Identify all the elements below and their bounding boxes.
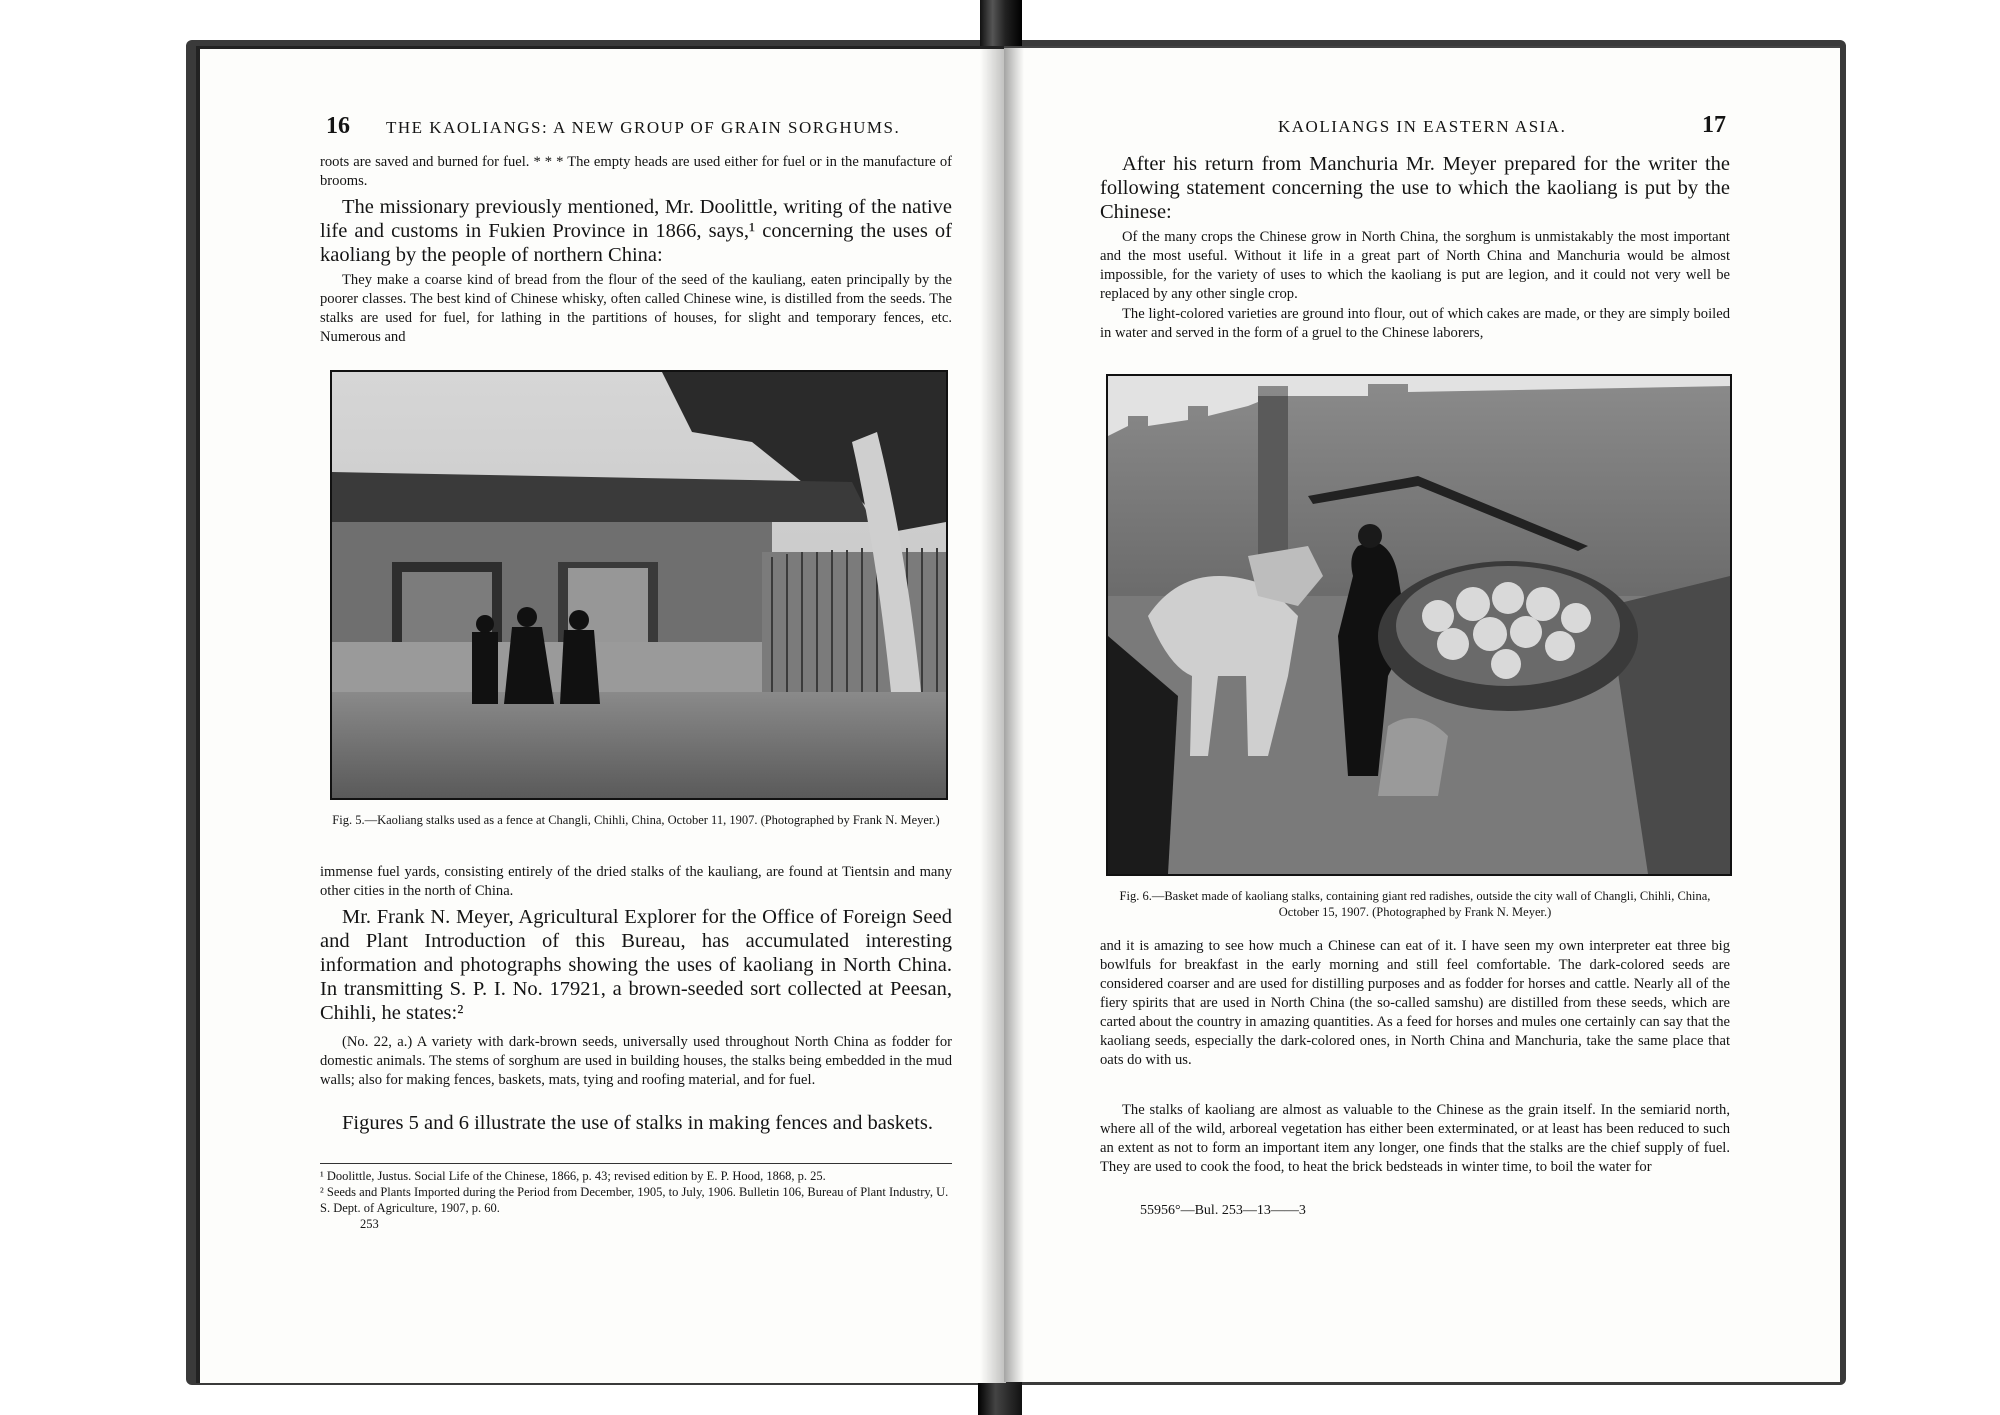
- gutter-shadow: [1004, 48, 1024, 1382]
- paragraph-figures: Figures 5 and 6 illustrate the use of stalks in making fences and baskets.: [342, 1112, 933, 1134]
- paragraph-stalks: The stalks of kaoliang are almost as valuable to the Chinese as the grain itself. In the semiarid north, where all of the wild, arboreal vegetation has either been exterminated, or at least has been reduced to such an extent as not to form an important item any longer, one finds that the stalks are the chief supply of fuel. They are used to cook the food, to heat the brick bedsteads in winter time, to boil the water for: [1100, 1102, 1730, 1175]
- figure-5-photo: [330, 370, 948, 800]
- paragraph-meyer: Mr. Frank N. Meyer, Agricultural Explorer for the Office of Foreign Seed and Plant Introduction of this Bureau, has accumulated interesting information and photographs showing the uses of kaoliang in North China. In transmitting S. P. I. No. 17921, a brown-seeded sort collected at Peesan, Chihli, he states:²: [320, 906, 952, 1024]
- right-page: [1004, 46, 1840, 1382]
- block-quote-light-colored: The light-colored varieties are ground into flour, out of which cakes are made, or they are simply boiled in water and served in the form of a gruel to the Chinese laborers,: [1100, 306, 1730, 341]
- footnote-rule: [320, 1163, 952, 1164]
- gutter-shadow: [980, 49, 1006, 1383]
- signature-mark: 253: [360, 1217, 379, 1231]
- paragraph-quote-continued: roots are saved and burned for fuel. * * * The empty heads are used either for fuel or in the manufacture of brooms.: [320, 154, 952, 189]
- block-quote-crops: Of the many crops the Chinese grow in North China, the sorghum is unmistakably the most important and the most useful. Without it life in a great part of North China and Manchuria would be almost impossible, for the variety of uses to which the kaoliang is put are legion, and it could not very well be replaced by any other single crop.: [1100, 229, 1730, 302]
- figure-5-caption: Fig. 5.—Kaoliang stalks used as a fence at Changli, Chihli, China, October 11, 1907. (Photographed by Frank N. Meyer.): [332, 813, 940, 827]
- page-number: 16: [326, 113, 350, 139]
- running-head: THE KAOLIANGS: A NEW GROUP OF GRAIN SORGHUMS.: [386, 118, 901, 137]
- block-quote-doolittle: They make a coarse kind of bread from the flour of the seed of the kauliang, eaten principally by the poorer classes. The best kind of Chinese whisky, often called Chinese wine, is distilled from the seeds. The stalks are used for fuel, for lathing in the partitions of houses, for slight and temporary fences, etc. Numerous and: [320, 272, 952, 345]
- paragraph-fuel-yards: immense fuel yards, consisting entirely of the dried stalks of the kauliang, are found at Tientsin and many other cities in the north of China.: [320, 864, 952, 899]
- signature-mark: 55956°—Bul. 253—13——3: [1140, 1203, 1306, 1218]
- paragraph-amazing: and it is amazing to see how much a Chinese can eat of it. I have seen my own interpreter eat three big bowlfuls for breakfast in the early morning and still feel comfortable. The dark-colored seeds are considered coarser and are used for distilling purposes and as fodder for horses and cattle. Nearly all of the fiery spirits that are used in North China (the so-called samshu) are distilled from these seeds, which are carted about the country in amazing quantities. As a feed for horses and mules one certainly can say that the kaoliang seeds, especially the dark-colored ones, in North China and Manchuria, take the same place that oats do with us.: [1100, 938, 1730, 1068]
- footnote-2: ² Seeds and Plants Imported during the Period from December, 1905, to July, 1906. Bulletin 106, Bureau of Plant Industry, U. S. Dept. of Agriculture, 1907, p. 60.: [320, 1185, 949, 1215]
- paragraph-doolittle: The missionary previously mentioned, Mr. Doolittle, writing of the native life and customs in Fukien Province in 1866, says,¹ concerning the uses of kaoliang by the people of northern China:: [320, 196, 952, 266]
- page-number: 17: [1702, 112, 1726, 138]
- running-head: KAOLIANGS IN EASTERN ASIA.: [1278, 117, 1567, 136]
- footnote-1: ¹ Doolittle, Justus. Social Life of the Chinese, 1866, p. 43; revised edition by E. P. Hood, 1868, p. 25.: [320, 1169, 826, 1183]
- figure-6-photo: [1106, 374, 1732, 876]
- block-quote-no22: (No. 22, a.) A variety with dark-brown seeds, universally used throughout North China as fodder for domestic animals. The stems of sorghum are used in building houses, the stalks being embedded in the mud walls; also for making fences, baskets, mats, tying and roofing material, and for fuel.: [320, 1034, 952, 1088]
- left-page: [196, 46, 1006, 1383]
- figure-6-caption: Fig. 6.—Basket made of kaoliang stalks, containing giant red radishes, outside the city wall of Changli, Chihli, China, October 15, 1907. (Photographed by Frank N. Meyer.): [1119, 889, 1711, 919]
- paragraph-return: After his return from Manchuria Mr. Meyer prepared for the writer the following statement concerning the use to which the kaoliang is put by the Chinese:: [1100, 153, 1730, 223]
